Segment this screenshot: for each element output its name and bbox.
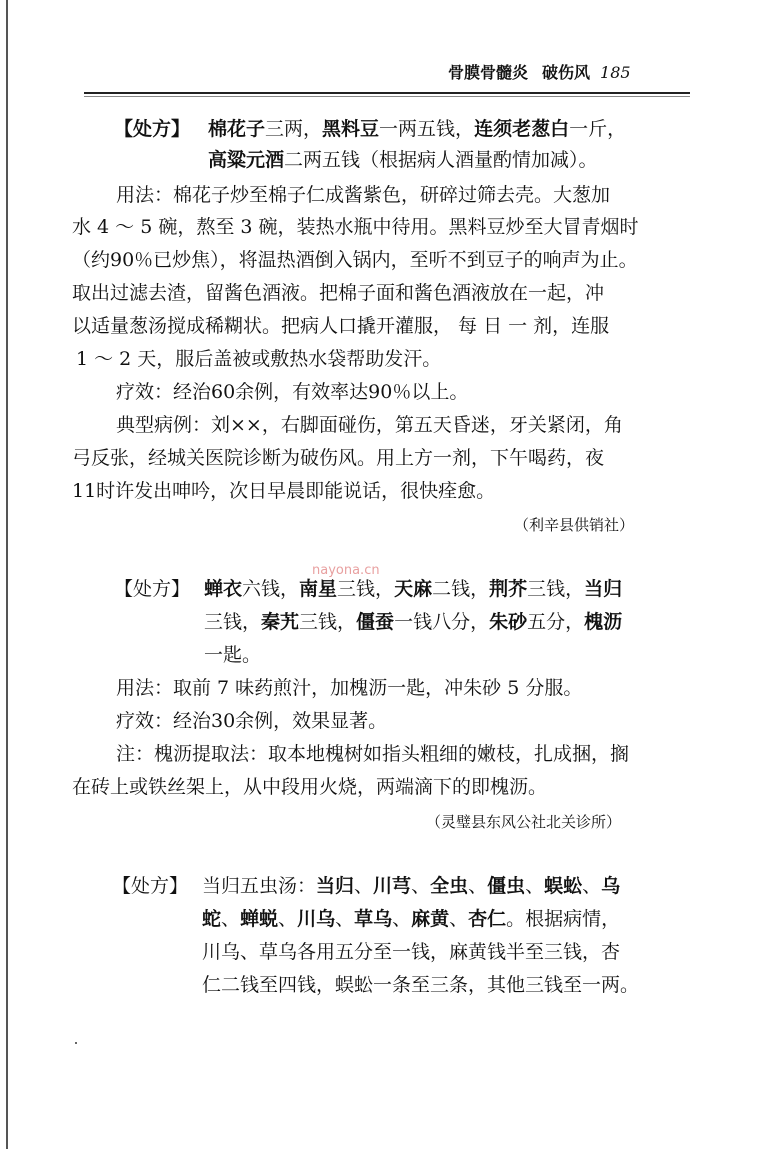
text-run: 一钱八分， <box>394 611 490 633</box>
text-run: 当归五虫汤： <box>202 875 317 897</box>
bold-run: 槐沥 <box>584 611 623 633</box>
bold-run: 连须老葱白 <box>474 118 570 140</box>
rx1-tag: 【处方】 <box>114 118 191 140</box>
bold-run: 蝉蜕 <box>240 908 279 930</box>
text-run: 三钱， <box>204 611 262 633</box>
text-run: 、 <box>278 908 298 930</box>
running-header <box>448 60 631 83</box>
text-run: 二钱， <box>432 578 490 600</box>
bold-run: 乌 <box>601 875 621 897</box>
text-run: 、 <box>582 875 602 897</box>
bold-run: 荆芥 <box>489 578 528 600</box>
bold-run: 草乌 <box>354 908 393 930</box>
text-run: 一两五钱， <box>379 118 475 140</box>
rx2-line2 <box>204 610 622 634</box>
text-run: 二两五钱（根据病人酒量酌情加减）。 <box>284 149 598 171</box>
text-run: 、 <box>525 875 545 897</box>
rx1-usage-line: 取出过滤去渣，留酱色酒液。把棉子面和酱色酒液放在一起，冲 <box>72 282 605 304</box>
bold-run: 当归 <box>316 875 355 897</box>
text-run: 。根据病情， <box>506 908 621 930</box>
bold-run: 全虫 <box>430 875 469 897</box>
page-edge-rule <box>6 0 8 1149</box>
rx2-tag: 【处方】 <box>114 578 191 600</box>
page-number: 185 <box>600 63 631 82</box>
rx2-line1 <box>204 577 622 601</box>
rx1-case-line: 典型病例：刘××，右脚面碰伤，第五天昏迷，牙关紧闭，角 <box>116 414 623 436</box>
rx3-line4: 仁二钱至四钱，蜈蚣一条至三条，其他三钱至一两。 <box>202 974 640 996</box>
text-run: 、 <box>354 875 374 897</box>
rx1-case-line: 11时许发出呻吟，次日早晨即能说话，很快痊愈。 <box>72 480 496 502</box>
speck <box>75 1042 77 1044</box>
rx1-usage-line: 用法：棉花子炒至棉子仁成酱紫色，研碎过筛去壳。大葱加 <box>116 184 611 206</box>
rx2-line3 <box>204 643 261 667</box>
text-run: 三钱， <box>337 578 395 600</box>
text-run: 、 <box>468 875 488 897</box>
bold-run: 当归 <box>584 578 623 600</box>
header-rule <box>84 92 690 94</box>
header-subsection: 破伤风 <box>542 63 591 82</box>
header-section: 骨膜骨髓炎 <box>448 63 529 82</box>
bold-run: 朱砂 <box>489 611 528 633</box>
rx3-line2 <box>202 907 620 931</box>
text-run: 、 <box>221 908 241 930</box>
text-run: 五分， <box>527 611 585 633</box>
bold-run: 杏仁 <box>468 908 507 930</box>
header-rule-thin <box>84 96 690 97</box>
rx1-efficacy: 疗效：经治60余例，有效率达90％以上。 <box>116 381 469 403</box>
rx2-note-line: 注：槐沥提取法：取本地槐树如指头粗细的嫩枝，扎成捆，搁 <box>116 743 630 765</box>
rx1-line1 <box>208 117 626 141</box>
rx1-usage-line: 1 ～ 2 天，服后盖被或敷热水袋帮助发汗。 <box>76 348 442 370</box>
rx1-source: （利辛县供销社） <box>514 516 635 534</box>
rx1-usage-line: （约90％已炒焦），将温热酒倒入锅内，至听不到豆子的响声为止。 <box>72 249 638 271</box>
text-run: 三两， <box>265 118 323 140</box>
rx2-note-line: 在砖上或铁丝架上，从中段用火烧，两端滴下的即槐沥。 <box>72 776 548 798</box>
bold-run: 南星 <box>299 578 338 600</box>
rx3-line3: 川乌、草乌各用五分至一钱，麻黄钱半至三钱，杏 <box>202 941 621 963</box>
bold-run: 黑料豆 <box>322 118 380 140</box>
bold-run: 秦艽 <box>261 611 300 633</box>
bold-run: 天麻 <box>394 578 433 600</box>
bold-run: 僵虫 <box>487 875 526 897</box>
rx3-tag: 【处方】 <box>112 875 189 897</box>
rx1-line2 <box>208 148 598 172</box>
rx2-usage: 用法：取前 7 味药煎汁，加槐沥一匙，冲朱砂 5 分服。 <box>116 677 583 699</box>
text-run: 三钱， <box>299 611 357 633</box>
text-run: 、 <box>335 908 355 930</box>
bold-run: 蛇 <box>202 908 222 930</box>
watermark: nayona.cn <box>312 563 380 578</box>
text-run: 三钱， <box>527 578 585 600</box>
rx2-efficacy: 疗效：经治30余例，效果显著。 <box>116 710 388 732</box>
rx1-usage-line: 水 4 ～ 5 碗，熬至 3 碗，装热水瓶中待用。黑料豆炒至大冒青烟时 <box>72 216 639 238</box>
rx1-usage-line: 以适量葱汤搅成稀糊状。把病人口撬开灌服， 每 日 一 剂，连服 <box>72 315 610 337</box>
text-run: 一匙。 <box>204 644 262 666</box>
bold-run: 蜈蚣 <box>544 875 583 897</box>
bold-run: 蝉衣 <box>204 578 243 600</box>
text-run: 、 <box>392 908 412 930</box>
rx1-case-line: 弓反张，经城关医院诊断为破伤风。用上方一剂，下午喝药，夜 <box>72 447 605 469</box>
bold-run: 高粱元酒 <box>208 149 285 171</box>
rx3-line1 <box>202 874 620 898</box>
bold-run: 川芎 <box>373 875 412 897</box>
text-run: 一斤， <box>569 118 627 140</box>
bold-run: 川乌 <box>297 908 336 930</box>
text-run: 、 <box>411 875 431 897</box>
rx2-source: （灵璧县东风公社北关诊所） <box>426 813 622 831</box>
text-run: 、 <box>449 908 469 930</box>
bold-run: 麻黄 <box>411 908 450 930</box>
bold-run: 僵蚕 <box>356 611 395 633</box>
text-run: 六钱， <box>242 578 300 600</box>
bold-run: 棉花子 <box>208 118 266 140</box>
